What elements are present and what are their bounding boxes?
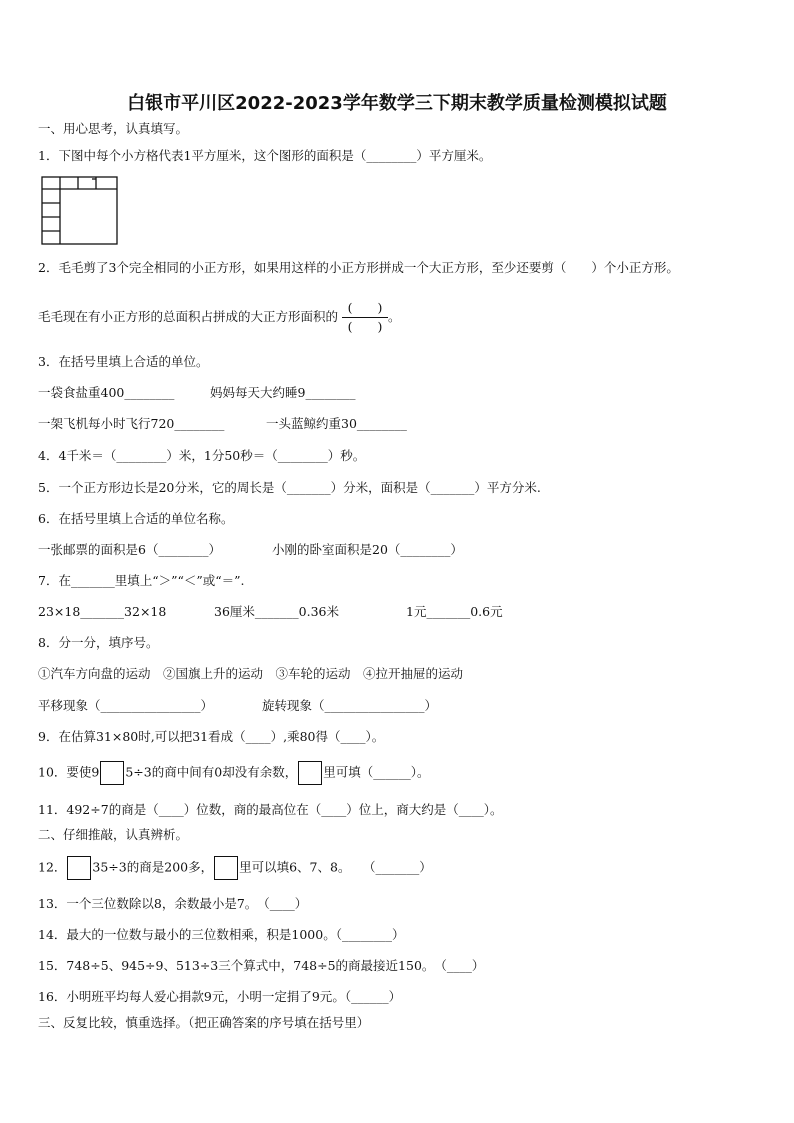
answer-box [100,761,124,785]
q6-item-stamp: 一张邮票的面积是6（________） [38,542,221,557]
q10-part-b: 5÷3的商中间有0却没有余数， [125,764,298,780]
question-7-row [38,604,503,620]
section-2-heading: 二、仔细推敲，认真辨析。 [38,827,189,842]
q8-translation: 平移现象（________________） [38,698,214,713]
question-1: 1．下图中每个小方格代表1平方厘米，这个图形的面积是（________）平方厘米。 [38,148,492,163]
q3-item-plane: 一架飞机每小时飞行720________ [38,416,225,431]
question-3: 3．在括号里填上合适的单位。 [38,354,209,369]
q12-number: 12． [38,859,67,875]
fraction-numerator: ( ) [347,300,383,315]
page-title: 白银市平川区2022-2023学年数学三下期末教学质量检测模拟试题 [127,93,667,114]
question-11: 11．492÷7的商是（____）位数，商的最高位在（____）位上，商大约是（____）。 [38,802,503,817]
question-6-row [38,542,463,558]
fraction-end: 。 [388,309,401,324]
question-3-row-2 [38,416,407,432]
question-10 [38,761,429,785]
question-2-fraction-line [38,300,401,335]
q3-item-whale: 一头蓝鲸约重30________ [266,416,407,431]
answer-box [67,856,91,880]
question-9: 9．在估算31×80时,可以把31看成（____）,乘80得（____）。 [38,729,385,744]
answer-box [298,761,322,785]
fraction-bar [342,317,388,318]
question-2: 2．毛毛剪了3个完全相同的小正方形，如果用这样的小正方形拼成一个大正方形，至少还要剪（ ）个小正方形。 [38,260,679,275]
question-14: 14．最大的一位数与最小的三位数相乘，积是1000。（________） [38,927,405,942]
q7-compare-c: 1元_______0.6元 [406,604,503,619]
q7-compare-b: 36厘米_______0.36米 [214,604,339,619]
question-2-fraction-text: 毛毛现在有小正方形的总面积占拼成的大正方形面积的 [38,309,339,324]
question-8-options: ①汽车方向盘的运动 ②国旗上升的运动 ③车轮的运动 ④拉开抽屉的运动 [38,666,464,681]
q8-rotation: 旋转现象（________________） [262,698,438,713]
q12-part-c: 里可以填6、7、8。 （_______） [239,859,432,875]
question-12 [38,856,432,880]
question-16: 16．小明班平均每人爱心捐款9元，小明一定捐了9元。（______） [38,989,402,1004]
answer-box [214,856,238,880]
fraction-blank [342,300,388,335]
fraction-denominator: ( ) [347,319,383,334]
question-8-row [38,698,437,714]
q12-part-b: 35÷3的商是200多， [92,859,214,875]
grid-figure [40,175,120,247]
q3-item-sleep: 妈妈每天大约睡9________ [210,385,356,400]
question-4: 4．4千米＝（________）米，1分50秒＝（________）秒。 [38,448,366,463]
question-15: 15．748÷5、945÷9、513÷3三个算式中，748÷5的商最接近150。 （____） [38,958,485,973]
q7-compare-a: 23×18_______32×18 [38,604,167,619]
question-5: 5．一个正方形边长是20分米，它的周长是（_______）分米，面积是（_______）平方分米. [38,480,541,495]
q3-item-salt: 一袋食盐重400________ [38,385,175,400]
question-3-row-1 [38,385,355,401]
question-13: 13．一个三位数除以8，余数最小是7。 （____） [38,896,308,911]
section-1-heading: 一、用心思考，认真填写。 [38,121,189,136]
q10-part-a: 10．要使9 [38,764,100,780]
question-7: 7．在_______里填上“＞”“＜”或“＝”. [38,573,245,588]
question-8: 8．分一分，填序号。 [38,635,159,650]
q6-item-bedroom: 小刚的卧室面积是20（________） [272,542,463,557]
question-6: 6．在括号里填上合适的单位名称。 [38,511,234,526]
q10-part-c: 里可填（______）。 [323,764,430,780]
section-3-heading: 三、反复比较，慎重选择。（把正确答案的序号填在括号里） [38,1015,370,1030]
